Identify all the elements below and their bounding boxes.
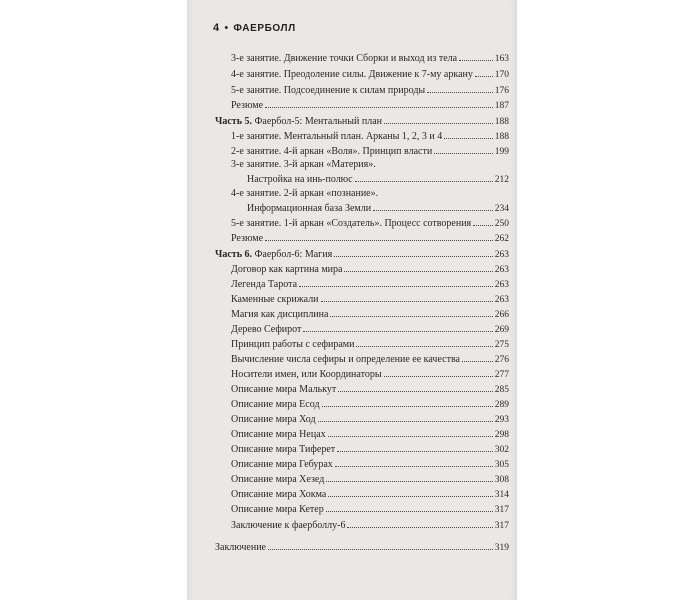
toc-entry-title: Договор как картина мира (231, 264, 343, 275)
toc-entry (231, 488, 509, 500)
part-title: Фаербол-6: Магия (254, 249, 333, 260)
toc-entry-page: 266 (494, 310, 509, 320)
dot-leader (299, 278, 493, 287)
dot-leader (268, 541, 493, 550)
dot-leader (321, 293, 493, 302)
toc-entry-title: Каменные скрижали (231, 294, 319, 305)
toc-entry-title: Легенда Тарота (231, 279, 298, 290)
toc-entry-continuation: Информационная база Земли (247, 203, 372, 214)
toc-entry-page: 187 (494, 101, 509, 111)
toc-entry-page: 199 (494, 147, 509, 157)
toc-entry-page: 163 (494, 54, 509, 64)
toc-entry-title: Описание мира Тиферет (231, 444, 336, 455)
toc-entry-page: 285 (494, 385, 509, 395)
dot-leader (462, 353, 493, 362)
dot-leader (335, 458, 493, 467)
toc-entry-page: 277 (494, 370, 509, 380)
dot-leader (328, 488, 492, 497)
toc-entry-page: 176 (494, 86, 509, 96)
toc-entry-title: Описание мира Хезед (231, 474, 325, 485)
toc-entry (231, 217, 509, 229)
dot-leader (303, 323, 492, 332)
toc-entry (231, 68, 509, 80)
toc-entry-page: 263 (494, 265, 509, 275)
toc-entry-title: Носители имен, или Координаторы (231, 369, 382, 380)
toc-entry-title: Дерево Сефирот (231, 324, 302, 335)
dot-leader (355, 173, 493, 182)
toc-entry-title: Описание мира Есод (231, 399, 320, 410)
dot-leader (473, 217, 493, 226)
dot-leader (326, 473, 492, 482)
dot-leader (434, 145, 493, 154)
dot-leader (347, 519, 492, 528)
toc-entry-title: Описание мира Малькут (231, 384, 337, 395)
bullet-separator: • (224, 22, 229, 34)
dot-leader (384, 368, 493, 377)
toc-part-heading (215, 115, 509, 127)
toc-entry-title: Резюме (231, 233, 264, 244)
toc-entry (231, 368, 509, 380)
dot-leader (444, 130, 493, 139)
toc-entry-title: 1-е занятие. Ментальный план. Арканы 1, 2, 3 и 4 (231, 131, 443, 142)
toc-entry (231, 232, 509, 244)
dot-leader (337, 443, 493, 452)
toc-entry-page: 276 (494, 355, 509, 365)
toc-entry (231, 398, 509, 410)
toc-part-heading (215, 248, 509, 260)
toc-entry-page: 293 (494, 415, 509, 425)
toc-entry-title: Заключение к фаерболлу-6 (231, 520, 346, 531)
toc-entry (231, 293, 509, 305)
toc-entry-title: Резюме (231, 100, 264, 111)
dot-leader (265, 99, 493, 108)
dot-leader (322, 398, 493, 407)
toc-entry-page: 298 (494, 430, 509, 440)
toc-entry-page: 234 (494, 204, 509, 214)
toc-entry-title: Заключение (215, 542, 266, 553)
toc-entry (247, 173, 509, 185)
toc-entry (231, 145, 509, 157)
dot-leader (326, 503, 493, 512)
toc-entry-page: 317 (494, 505, 509, 515)
running-title: ФАЕРБОЛЛ (233, 23, 296, 34)
dot-leader (265, 232, 493, 241)
toc-entry (231, 52, 509, 64)
toc-entry (231, 338, 509, 350)
toc-entry-title: 3-е занятие. Движение точки Сборки и выход из тела (231, 53, 458, 64)
toc-entry-title: Магия как дисциплина (231, 309, 329, 320)
toc-conclusion (215, 541, 509, 553)
toc-entry-continuation: Настройка на инь-полюс (247, 174, 353, 185)
toc-entry-title: Описание мира Нецах (231, 429, 326, 440)
dot-leader (344, 263, 492, 272)
toc-entry-title: 4-е занятие. Преодоление силы. Движение к 7-му аркану (231, 69, 473, 80)
toc-entry (231, 353, 509, 365)
toc-entry-page: 269 (494, 325, 509, 335)
toc-entry-page: 289 (494, 400, 509, 410)
dot-leader (334, 248, 493, 257)
toc-entry-page: 188 (494, 132, 509, 142)
toc-entry-page: 250 (494, 219, 509, 229)
dot-leader (475, 68, 493, 77)
toc-entry-page: 263 (494, 295, 509, 305)
toc-entry (231, 413, 509, 425)
toc-entry (231, 519, 509, 531)
toc-entry-title: 2-е занятие. 4-й аркан «Воля». Принцип власти (231, 146, 433, 157)
dot-leader (427, 84, 493, 93)
toc-entry-title: Принцип работы с сефирами (231, 339, 355, 350)
dot-leader (356, 338, 492, 347)
toc-entry (231, 428, 509, 440)
part-title: Фаербол-5: Ментальный план (254, 116, 382, 127)
toc-entry-page: 308 (494, 475, 509, 485)
toc-entry (231, 383, 509, 395)
page-number: 4 (213, 22, 220, 34)
toc-entry-title: 3-е занятие. 3-й аркан «Материя». (231, 159, 376, 170)
toc-entry-title: Описание мира Гебурах (231, 459, 333, 470)
toc-entry (231, 84, 509, 96)
dot-leader (384, 115, 493, 124)
toc-entry (231, 473, 509, 485)
toc-entry-page: 212 (494, 175, 509, 185)
toc-entry-title: 5-е занятие. Подсоединение к силам природы (231, 85, 426, 96)
toc-entry-page: 262 (494, 234, 509, 244)
toc-entry-title: 5-е занятие. 1-й аркан «Создатель». Процесс сотворения (231, 218, 472, 229)
dot-leader (318, 413, 493, 422)
toc-entry-page: 302 (494, 445, 509, 455)
dot-leader (338, 383, 493, 392)
toc-entry-page: 275 (494, 340, 509, 350)
toc-entry-page: 170 (494, 70, 509, 80)
toc-entry-page: 305 (494, 460, 509, 470)
toc-entry-title: 4-е занятие. 2-й аркан «познание». (231, 188, 379, 199)
toc-entry (231, 99, 509, 111)
toc-entry-page: 188 (494, 117, 509, 127)
toc-entry-page: 314 (494, 490, 509, 500)
toc-entry (231, 278, 509, 290)
toc-entry-page: 263 (494, 250, 509, 260)
toc-entry (231, 503, 509, 515)
dot-leader (328, 428, 493, 437)
part-label: Часть 6. (215, 249, 252, 260)
toc-entry-title: Описание мира Ход (231, 414, 316, 425)
toc-entry (231, 323, 509, 335)
toc-entry (231, 308, 509, 320)
toc-entry (231, 458, 509, 470)
toc-entry-page: 317 (494, 521, 509, 531)
dot-leader (459, 52, 493, 61)
toc-entry (231, 443, 509, 455)
toc-entry-title: Описание мира Хокма (231, 489, 327, 500)
dot-leader (330, 308, 492, 317)
part-label: Часть 5. (215, 116, 252, 127)
toc-entry-title: Вычисление числа сефиры и определение ее качества (231, 354, 460, 365)
dot-leader (373, 202, 493, 211)
toc-entry-page: 263 (494, 280, 509, 290)
toc-entry-title: Описание мира Кетер (231, 504, 324, 515)
toc-entry (231, 263, 509, 275)
toc-entry (247, 202, 509, 214)
toc-entry-page: 319 (494, 543, 509, 553)
toc-entry (231, 130, 509, 142)
